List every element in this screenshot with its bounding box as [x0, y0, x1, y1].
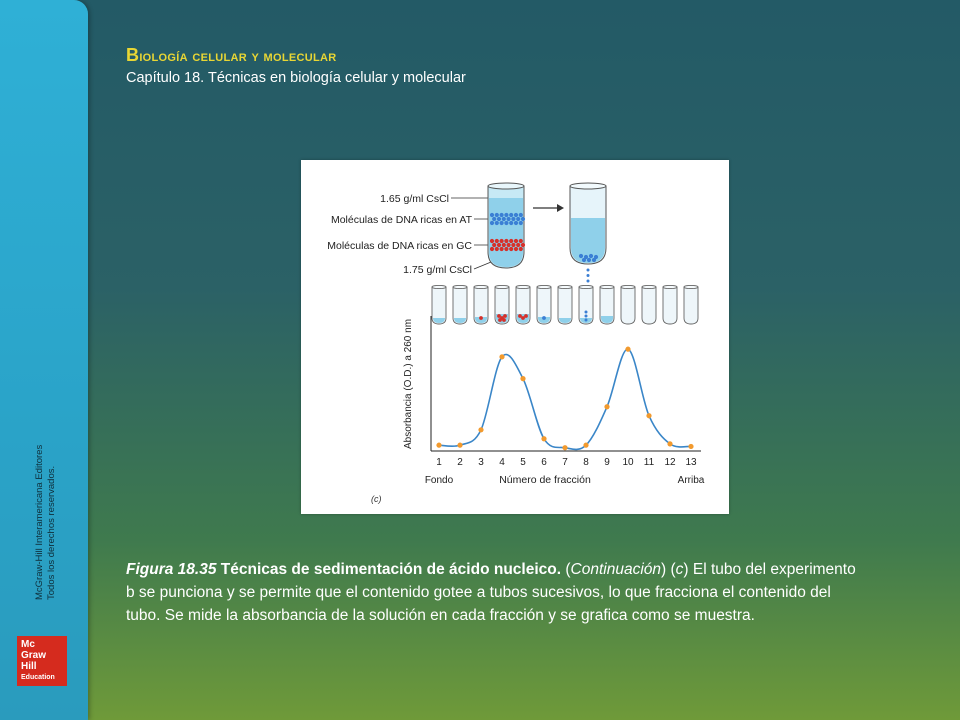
- slide-title-rest: iología celular y molecular: [139, 48, 337, 65]
- label-light-cscl: 1.65 g/ml CsCl: [380, 193, 449, 205]
- copyright-line-1: McGraw-Hill Interamericana Editores: [34, 444, 45, 600]
- fraction-tube-rim: [453, 285, 467, 288]
- gc-dna-band: [490, 239, 525, 251]
- fraction-tube: [474, 285, 488, 324]
- gradient-tube: [488, 183, 525, 268]
- at-dna-dot: [490, 213, 494, 217]
- caption-title: Técnicas de sedimentación de ácido nucleico.: [220, 561, 562, 578]
- x-tick-label: 13: [685, 457, 697, 468]
- data-point: [478, 427, 483, 432]
- gc-dna-dot: [519, 239, 523, 243]
- at-dna-dot: [514, 221, 518, 225]
- fraction-tube-rim: [579, 285, 593, 288]
- label-heavy-cscl: 1.75 g/ml CsCl: [403, 264, 472, 276]
- absorbance-chart: [403, 316, 705, 486]
- figure-svg: [301, 160, 729, 514]
- drip-dot: [587, 269, 590, 272]
- x-tick-label: 8: [583, 457, 589, 468]
- x-tick-label: 11: [643, 457, 655, 468]
- gc-dna-dot: [490, 247, 494, 251]
- label-at-dna: Moléculas de DNA ricas en AT: [330, 214, 472, 226]
- at-dna-dot: [514, 213, 518, 217]
- fraction-tube: [663, 285, 677, 324]
- fraction-dna-dot: [585, 315, 588, 318]
- fraction-tube: [621, 285, 635, 324]
- slide-subtitle: Capítulo 18. Técnicas en biología celular y molecular: [126, 70, 466, 86]
- absorbance-curve: [439, 349, 691, 449]
- at-dna-dot: [521, 217, 525, 221]
- at-dna-dot: [519, 221, 523, 225]
- copyright-line-2: Todos los derechos reservados.: [46, 465, 57, 600]
- tube-2-liquid: [571, 218, 605, 263]
- fraction-tube-rim: [600, 285, 614, 288]
- gc-dna-dot: [509, 239, 513, 243]
- at-dna-dot: [509, 213, 513, 217]
- data-point: [436, 443, 441, 448]
- fraction-tube: [537, 285, 551, 324]
- at-dna-dot: [516, 217, 520, 221]
- fraction-tube-liquid: [601, 316, 613, 323]
- fraction-tube-rim: [495, 285, 509, 288]
- tube-2-dot: [587, 258, 591, 262]
- fraction-dna-dot: [585, 311, 588, 314]
- gc-dna-dot: [511, 243, 515, 247]
- fraction-tube-rim: [558, 285, 572, 288]
- tube-2-dot: [592, 258, 596, 262]
- gc-dna-dot: [495, 247, 499, 251]
- fraction-dna-dot: [479, 316, 483, 320]
- x-tick-label: 2: [457, 457, 463, 468]
- logo-line-3: Hill: [21, 661, 37, 672]
- x-tick-label: 3: [478, 457, 484, 468]
- fraction-dna-dot: [498, 318, 502, 322]
- data-point: [604, 404, 609, 409]
- gc-dna-dot: [504, 247, 508, 251]
- caption-paren-mid: ) (: [661, 561, 676, 578]
- caption-paren-open: (: [565, 561, 571, 578]
- tube-1-rim: [488, 183, 524, 189]
- x-tick-label: 12: [664, 457, 676, 468]
- panel-label: (c): [371, 494, 382, 504]
- x-tick-label: 7: [562, 457, 568, 468]
- label-gc-dna: Moléculas de DNA ricas en GC: [327, 240, 472, 252]
- data-points: [436, 347, 693, 451]
- caption-body: ) El tubo del experimento b se punciona y se permite que el contenido gotee a tubos sucesivos, lo que fracciona el contenido del tubo. Se mide la absorbancia de la solución en cada fracción y se grafica como se muestra.: [126, 561, 856, 624]
- data-point: [562, 445, 567, 450]
- x-tick-label: 6: [541, 457, 547, 468]
- drip-dot: [587, 280, 590, 283]
- gc-dna-dot: [521, 243, 525, 247]
- fraction-tube: [579, 285, 593, 324]
- at-dna-dot: [504, 213, 508, 217]
- fraction-tube-rim: [621, 285, 635, 288]
- at-dna-dot: [497, 217, 501, 221]
- gc-dna-dot: [516, 243, 520, 247]
- data-point: [583, 443, 588, 448]
- fraction-tube-rim: [516, 285, 530, 288]
- gc-dna-dot: [502, 243, 506, 247]
- publisher-logo: [17, 636, 67, 686]
- copyright-text: [34, 300, 58, 600]
- fraction-dna-dot: [502, 318, 506, 322]
- gc-dna-dot: [497, 243, 501, 247]
- fraction-tube-rim: [642, 285, 656, 288]
- data-point: [520, 376, 525, 381]
- at-dna-dot: [509, 221, 513, 225]
- data-point: [688, 444, 693, 449]
- fraction-dna-dot: [524, 314, 528, 318]
- gc-dna-dot: [507, 243, 511, 247]
- figure-panel: [301, 160, 729, 514]
- gc-dna-dot: [519, 247, 523, 251]
- caption-c-letter: c: [675, 561, 684, 578]
- at-dna-dot: [502, 217, 506, 221]
- fraction-tube-rim: [537, 285, 551, 288]
- fraction-tube-rim: [474, 285, 488, 288]
- x-right-label: Arriba: [677, 475, 705, 486]
- fraction-dna-dot: [518, 314, 522, 318]
- at-dna-dot: [495, 221, 499, 225]
- drip-dot: [587, 274, 590, 277]
- figure-caption: [126, 558, 866, 627]
- fraction-dna-dot: [542, 316, 546, 320]
- caption-figure-label: Figura 18.35: [126, 561, 217, 578]
- fraction-dna-dot: [503, 314, 507, 318]
- at-dna-dot: [500, 221, 504, 225]
- gc-dna-dot: [514, 247, 518, 251]
- data-point: [457, 443, 462, 448]
- fraction-tube-rim: [432, 285, 446, 288]
- fraction-tube: [495, 285, 509, 324]
- fraction-dna-dot: [497, 314, 501, 318]
- at-dna-dot: [500, 213, 504, 217]
- at-dna-band: [490, 213, 525, 225]
- fraction-dna-dot: [585, 319, 588, 322]
- fraction-tube-glass: [684, 287, 698, 324]
- x-tick-label: 1: [436, 457, 442, 468]
- logo-line-4: Education: [21, 674, 55, 681]
- gc-dna-dot: [500, 247, 504, 251]
- at-dna-dot: [511, 217, 515, 221]
- tube-2-dot: [579, 254, 583, 258]
- gc-dna-dot: [490, 239, 494, 243]
- gc-dna-dot: [495, 239, 499, 243]
- data-point: [667, 441, 672, 446]
- x-tick-label: 9: [604, 457, 610, 468]
- x-tick-labels: [436, 457, 697, 468]
- gc-dna-dot: [500, 239, 504, 243]
- data-point: [646, 413, 651, 418]
- x-tick-label: 5: [520, 457, 526, 468]
- slide-title: [126, 45, 337, 66]
- fraction-tube: [453, 285, 467, 324]
- x-left-label: Fondo: [424, 475, 454, 486]
- fraction-tube-glass: [663, 287, 677, 324]
- at-dna-dot: [507, 217, 511, 221]
- data-point: [625, 347, 630, 352]
- gc-dna-dot: [509, 247, 513, 251]
- at-dna-dot: [495, 213, 499, 217]
- fraction-tube: [600, 285, 614, 324]
- fraction-tube-glass: [621, 287, 635, 324]
- gc-dna-dot: [492, 243, 496, 247]
- x-tick-label: 4: [499, 457, 505, 468]
- fraction-tube: [642, 285, 656, 324]
- arrow-icon: [533, 204, 564, 212]
- fraction-tubes-row: [432, 285, 698, 324]
- logo-line-1: Mc: [21, 639, 35, 650]
- fraction-tube: [516, 285, 530, 324]
- tube-2-dot: [589, 254, 593, 258]
- caption-continuation: Continuación: [570, 561, 662, 578]
- y-axis-label: Absorbancia (O.D.) a 260 nm: [403, 318, 414, 450]
- fraction-tube: [558, 285, 572, 324]
- at-dna-dot: [490, 221, 494, 225]
- diagram-labels: [327, 193, 496, 276]
- data-point: [541, 436, 546, 441]
- data-point: [499, 354, 504, 359]
- at-dna-dot: [504, 221, 508, 225]
- fraction-tube-rim: [663, 285, 677, 288]
- tube-1-liquid: [489, 198, 523, 267]
- fraction-tube: [684, 285, 698, 324]
- at-dna-dot: [519, 213, 523, 217]
- fraction-tube: [432, 285, 446, 324]
- x-tick-label: 10: [622, 457, 634, 468]
- fraction-tube-rim: [684, 285, 698, 288]
- x-axis-label: Número de fracción: [499, 474, 591, 486]
- logo-line-2: Graw: [21, 650, 47, 661]
- tube-2-dot: [582, 258, 586, 262]
- gc-dna-dot: [504, 239, 508, 243]
- slide-title-initial: B: [126, 45, 140, 65]
- tube-2-rim: [570, 183, 606, 189]
- at-dna-dot: [492, 217, 496, 221]
- gc-dna-dot: [514, 239, 518, 243]
- fraction-tube-glass: [642, 287, 656, 324]
